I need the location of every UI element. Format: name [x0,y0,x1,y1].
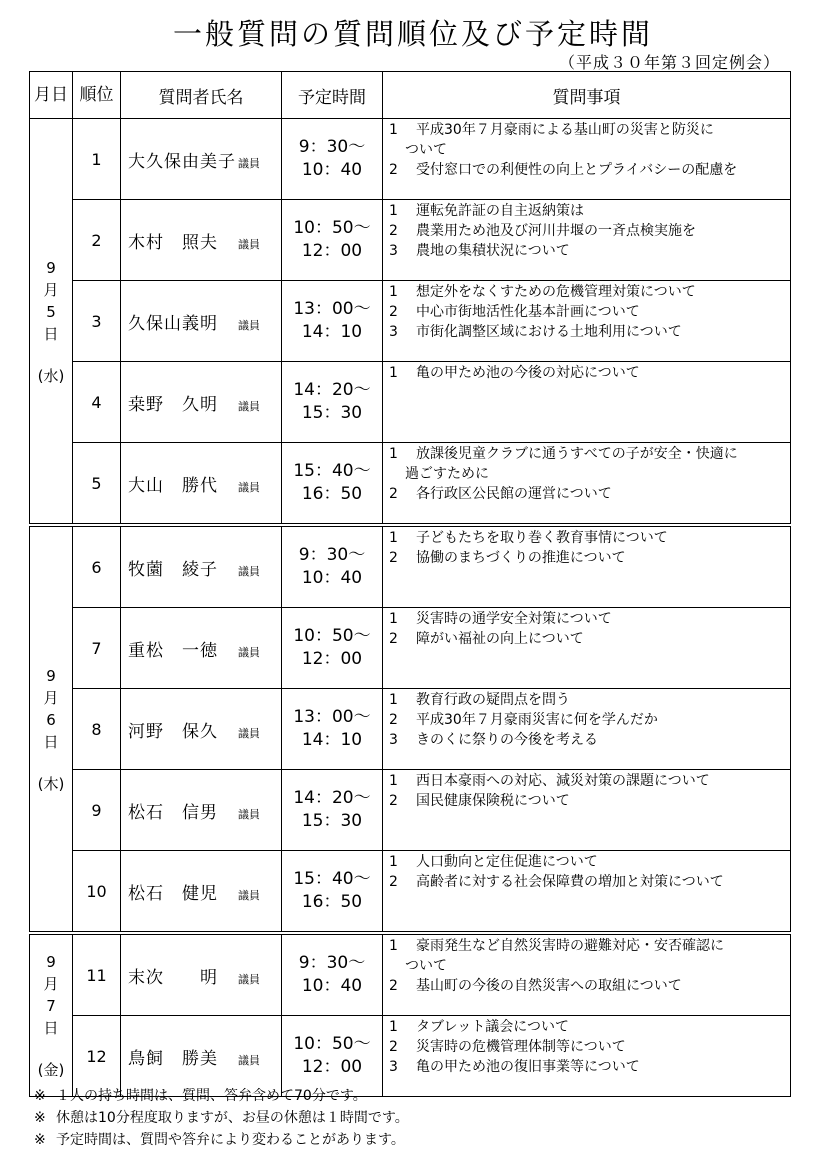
date-day: 5 [46,302,56,321]
question-item [389,976,784,996]
question-items-cell [383,851,791,934]
question-items-cell [383,689,791,770]
rank-cell: 7 [73,608,121,689]
question-item-number: 1 [389,1019,398,1035]
footnote-text: 予定時間は、質問や答弁により変わることがあります。 [56,1132,405,1148]
time-end: 12：00 [301,241,363,261]
question-items-cell [383,281,791,362]
time-end: 12：00 [301,1057,363,1077]
date-d: 日 [43,324,59,343]
time-cell [282,281,383,362]
question-item-text: 人口動向と定住促進について [416,854,598,870]
question-item-number: 3 [389,324,398,340]
question-item-text: 障がい福祉の向上について [416,631,584,647]
question-item-number: 1 [389,446,398,462]
questioner-name: 牧薗 綾子 [128,559,218,580]
time-start: 9：30～ [298,953,366,973]
question-item-text: ついて [405,142,447,158]
header-row [30,72,791,119]
time-end: 12：00 [301,649,363,669]
question-item-text: 基山町の今後の自然災害への取組について [416,978,682,994]
questioner-cell [121,689,282,770]
question-item-number: 3 [389,732,398,748]
question-item-number: 1 [389,854,398,870]
time-cell [282,851,383,934]
table-row [30,851,791,934]
question-item [389,282,784,302]
question-item-number: 2 [389,1039,398,1055]
member-title: 議員 [238,888,260,902]
time-start: 10：50～ [293,1034,371,1054]
question-item [389,936,784,956]
footnote-text: １人の持ち時間は、質問、答弁含めて70分です。 [56,1088,367,1104]
questioner-name: 大山 勝代 [128,475,218,496]
question-item [389,872,784,892]
question-items-cell [383,119,791,200]
question-item-text: 想定外をなくすための危機管理対策について [416,284,696,300]
questioner-cell [121,362,282,443]
question-item-number: 2 [389,162,398,178]
question-item-number: 1 [389,773,398,789]
question-item-text: 災害時の通学安全対策について [416,611,612,627]
questioner-cell [121,200,282,281]
questioner-name: 松石 健児 [128,883,218,904]
question-item [389,484,784,504]
rank-cell: 10 [73,851,121,934]
time-start: 10：50～ [293,626,371,646]
table-row [30,200,791,281]
question-item-number: 2 [389,978,398,994]
member-title: 議員 [238,318,260,332]
question-item [389,528,784,548]
question-item-number: 1 [389,530,398,546]
question-item-text: 高齢者に対する社会保障費の増加と対策について [416,874,724,890]
question-item [389,464,784,484]
member-title: 議員 [238,1053,260,1067]
rank-cell: 11 [73,933,121,1016]
rank-cell: 9 [73,770,121,851]
date-d: 日 [43,1019,59,1037]
question-item-text: 市街化調整区域における土地利用について [416,324,682,340]
question-item-text: 亀の甲ため池の復旧事業等について [416,1059,640,1075]
question-item-text: 受付窓口での利便性の向上とプライバシーの配慮を [416,162,738,178]
question-item-text: 亀の甲ため池の今後の対応について [416,365,640,381]
question-item-text: 西日本豪雨への対応、減災対策の課題について [416,773,710,789]
question-item [389,710,784,730]
questioner-name: 末次 明 [128,967,218,988]
questioner-name: 久保山義明 [128,313,218,334]
question-item-number: 1 [389,611,398,627]
question-item [389,791,784,811]
question-item [389,956,784,976]
rank-cell: 12 [73,1016,121,1097]
question-item-text: タブレット議会について [416,1019,570,1035]
rank-cell: 4 [73,362,121,443]
question-item [389,1017,784,1037]
footnote [34,1129,409,1151]
time-end: 10：40 [301,568,363,588]
date-day: 6 [46,710,56,729]
question-item-number: 2 [389,550,398,566]
time-end: 14：10 [301,322,363,342]
member-title: 議員 [238,972,260,986]
question-item-number: 1 [389,365,398,381]
question-item [389,120,784,140]
question-item-number: 2 [389,712,398,728]
question-item-text: 中心市街地活性化基本計画について [416,304,640,320]
questioner-name: 鳥飼 勝美 [128,1048,218,1069]
question-items-cell [383,443,791,526]
time-start: 15：40～ [293,461,371,481]
time-cell [282,200,383,281]
question-items-cell [383,525,791,608]
question-item-number: 2 [389,631,398,647]
schedule-table [29,71,791,1097]
question-items-cell [383,1016,791,1097]
question-item [389,629,784,649]
date-m: 月 [43,975,59,993]
questioner-name: 松石 信男 [128,802,218,823]
table-row [30,933,791,1016]
time-cell [282,770,383,851]
day-of-week: (金) [37,1061,65,1079]
question-items-cell [383,770,791,851]
question-item-text: 国民健康保険税について [416,793,570,809]
time-end: 15：30 [301,811,363,831]
questioner-cell [121,281,282,362]
time-start: 14：20～ [293,788,371,808]
question-item [389,241,784,261]
date-month: 9 [46,666,56,685]
question-item [389,609,784,629]
question-item [389,444,784,464]
date-cell [30,933,73,1097]
time-cell [282,689,383,770]
question-item [389,160,784,180]
time-start: 15：40～ [293,869,371,889]
questioner-cell [121,770,282,851]
rank-cell: 6 [73,525,121,608]
question-item-number: 3 [389,1059,398,1075]
questioner-cell [121,443,282,526]
footnote-mark: ※ [34,1132,46,1148]
time-start: 13：00～ [293,299,371,319]
member-title: 議員 [238,807,260,821]
table-row [30,770,791,851]
rank-cell: 8 [73,689,121,770]
header-rank: 順位 [73,72,121,119]
date-month: 9 [46,258,56,277]
question-item-number: 1 [389,938,398,954]
question-item [389,690,784,710]
footnotes [34,1085,409,1151]
question-item [389,322,784,342]
footnote-text: 休憩は10分程度取りますが、お昼の休憩は１時間です。 [56,1110,409,1126]
time-end: 16：50 [301,484,363,504]
table-row [30,608,791,689]
question-item [389,1057,784,1077]
time-end: 16：50 [301,892,363,912]
header-questioner: 質問者氏名 [121,72,282,119]
member-title: 議員 [238,237,260,251]
time-end: 10：40 [301,160,363,180]
time-end: 15：30 [301,403,363,423]
rank-cell: 2 [73,200,121,281]
day-of-week: (水) [37,366,65,385]
time-start: 9：30～ [298,545,366,565]
question-items-cell [383,362,791,443]
question-item-text: 過ごすために [405,466,489,482]
questioner-name: 大久保由美子 [128,151,236,172]
time-end: 14：10 [301,730,363,750]
time-cell [282,933,383,1016]
time-cell [282,525,383,608]
date-d: 日 [43,732,59,751]
question-item-text: 農地の集積状況について [416,243,570,259]
time-cell [282,608,383,689]
question-item-number: 2 [389,223,398,239]
question-item [389,852,784,872]
question-item [389,302,784,322]
question-item-number: 1 [389,692,398,708]
day-of-week: (木) [37,774,65,793]
question-item [389,221,784,241]
questioner-cell [121,119,282,200]
question-item-text: 放課後児童クラブに通うすべての子が安全・快適に [416,446,738,462]
time-cell [282,362,383,443]
question-item-number: 3 [389,243,398,259]
header-time: 予定時間 [282,72,383,119]
member-title: 議員 [238,645,260,659]
question-item-text: 災害時の危機管理体制等について [416,1039,626,1055]
date-day: 7 [46,997,56,1015]
member-title: 議員 [238,564,260,578]
question-items-cell [383,933,791,1016]
questioner-cell [121,933,282,1016]
question-item-number: 2 [389,793,398,809]
question-item [389,1037,784,1057]
questioner-cell [121,525,282,608]
question-item-text: きのくに祭りの今後を考える [416,732,598,748]
member-title: 議員 [238,480,260,494]
date-month: 9 [46,953,56,971]
questioner-name: 重松 一徳 [128,640,218,661]
page-title: 一般質問の質問順位及び予定時間 [172,17,653,51]
page-subtitle: （平成３０年第３回定例会） [558,53,780,72]
questioner-cell [121,608,282,689]
question-item-text: 平成30年７月豪雨災害に何を学んだか [416,712,658,728]
question-item [389,201,784,221]
question-item-number: 2 [389,486,398,502]
footnote [34,1107,409,1129]
time-cell [282,119,383,200]
member-title: 議員 [238,156,260,170]
footnote-mark: ※ [34,1110,46,1126]
questioner-name: 木村 照夫 [128,232,218,253]
question-item [389,363,784,383]
question-item [389,548,784,568]
question-item [389,140,784,160]
date-m: 月 [43,688,59,707]
header-month-day: 月日 [30,72,73,119]
table-row [30,443,791,526]
question-item-text: 各行政区公民館の運営について [416,486,612,502]
questioner-cell [121,851,282,934]
rank-cell: 3 [73,281,121,362]
member-title: 議員 [238,399,260,413]
time-start: 9：30～ [298,137,366,157]
question-item-number: 1 [389,284,398,300]
question-item [389,730,784,750]
question-items-cell [383,608,791,689]
time-start: 14：20～ [293,380,371,400]
question-item-number: 2 [389,304,398,320]
question-item-text: 協働のまちづくりの推進について [416,550,626,566]
question-item-text: 平成30年７月豪雨による基山町の災害と防災に [416,122,714,138]
table-row [30,362,791,443]
question-item-text: 運転免許証の自主返納策は [416,203,584,219]
time-start: 10：50～ [293,218,371,238]
question-item-number: 2 [389,874,398,890]
header-items: 質問事項 [383,72,791,119]
question-item-text: 子どもたちを取り巻く教育事情について [416,530,668,546]
member-title: 議員 [238,726,260,740]
date-cell [30,119,73,526]
questioner-name: 桒野 久明 [128,394,218,415]
question-items-cell [383,200,791,281]
table-row [30,281,791,362]
question-item-text: ついて [405,958,447,974]
footnote-mark: ※ [34,1088,46,1104]
question-item-number: 1 [389,203,398,219]
question-item-text: 農業用ため池及び河川井堰の一斉点検実施を [416,223,696,239]
table-row [30,689,791,770]
question-item-text: 教育行政の疑問点を問う [416,692,570,708]
time-start: 13：00～ [293,707,371,727]
questioner-name: 河野 保久 [128,721,218,742]
date-cell [30,525,73,933]
footnote [34,1085,409,1107]
rank-cell: 5 [73,443,121,526]
time-end: 10：40 [301,976,363,996]
time-cell [282,443,383,526]
question-item-text: 豪雨発生など自然災害時の避難対応・安否確認に [416,938,724,954]
question-item-number: 1 [389,122,398,138]
table-row [30,525,791,608]
table-row [30,119,791,200]
date-m: 月 [43,280,59,299]
rank-cell: 1 [73,119,121,200]
question-item [389,771,784,791]
